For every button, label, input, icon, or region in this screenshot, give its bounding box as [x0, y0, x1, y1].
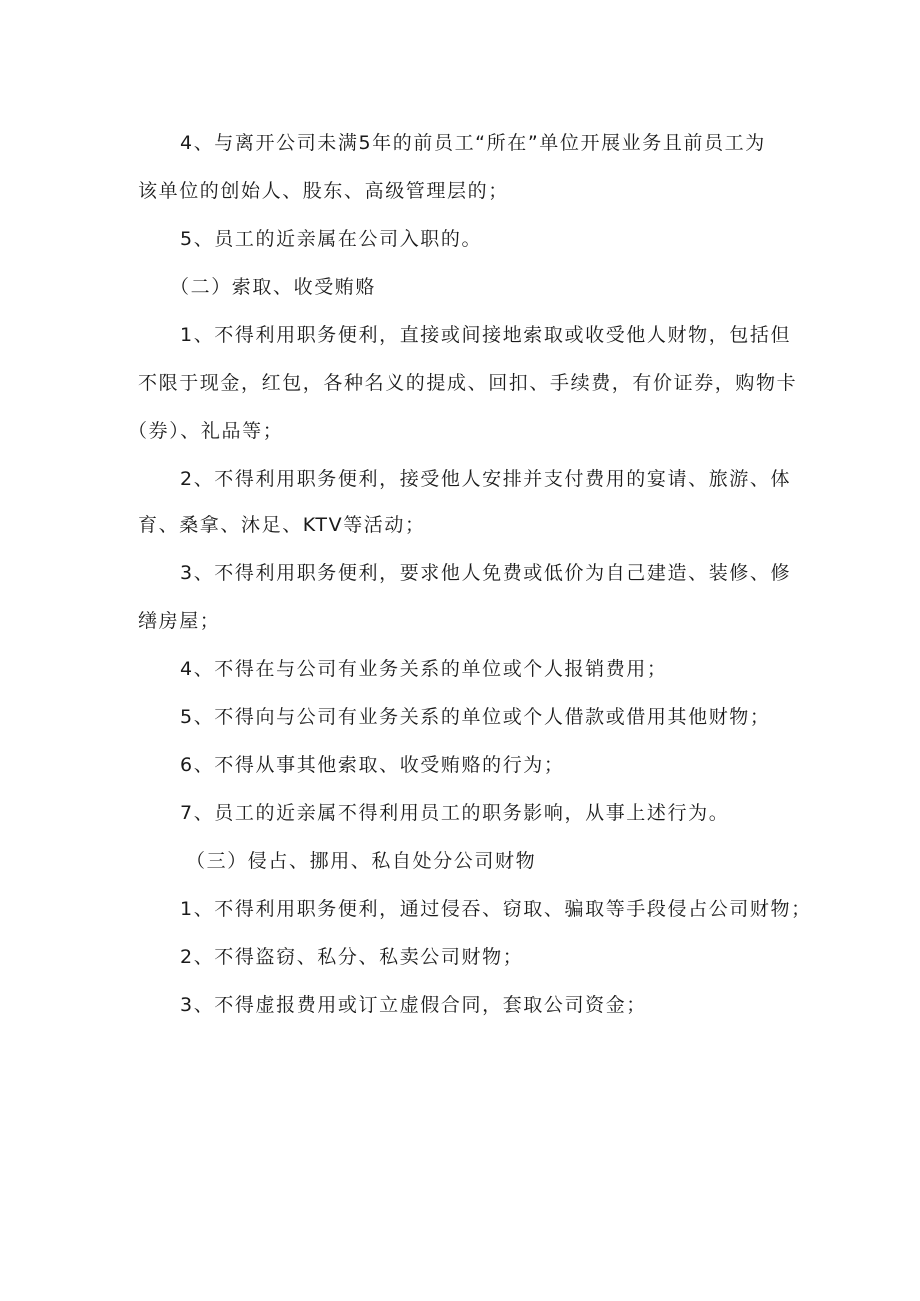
text-line-19: 3、不得虚报费用或订立虚假合同，套取公司资金； [180, 994, 647, 1016]
text-line-10: 3、不得利用职务便利，要求他人免费或低价为自己建造、装修、修 [180, 562, 792, 584]
text-line-6: 不限于现金，红包，各种名义的提成、回扣、手续费，有价证券，购物卡 [138, 372, 798, 394]
text-line-9: 育、桑拿、沐足、KTV等活动； [138, 514, 426, 536]
text-line-3: 5、员工的近亲属在公司入职的。 [180, 228, 483, 250]
text-line-2: 该单位的创始人、股东、高级管理层的； [138, 180, 509, 202]
text-line-7: （券）、礼品等； [128, 420, 284, 442]
text-line-8: 2、不得利用职务便利，接受他人安排并支付费用的宴请、旅游、体 [180, 468, 792, 490]
text-line-15: 7、员工的近亲属不得利用员工的职务影响，从事上述行为。 [180, 802, 730, 824]
section-heading-3: （三）侵占、挪用、私自处分公司财物 [186, 850, 537, 872]
text-line-5: 1、不得利用职务便利，直接或间接地索取或收受他人财物，包括但 [180, 324, 792, 346]
text-line-17: 1、不得利用职务便利，通过侵吞、窃取、骗取等手段侵占公司财物； [180, 898, 812, 920]
text-line-12: 4、不得在与公司有业务关系的单位或个人报销费用； [180, 658, 668, 680]
text-line-11: 缮房屋； [138, 610, 221, 632]
text-line-14: 6、不得从事其他索取、收受贿赂的行为； [180, 754, 565, 776]
section-heading-2: （二）索取、收受贿赂 [170, 276, 377, 298]
text-line-18: 2、不得盗窃、私分、私卖公司财物； [180, 946, 524, 968]
text-line-13: 5、不得向与公司有业务关系的单位或个人借款或借用其他财物； [180, 706, 771, 728]
text-line-1: 4、与离开公司未满5年的前员工“所在”单位开展业务且前员工为 [180, 132, 766, 154]
